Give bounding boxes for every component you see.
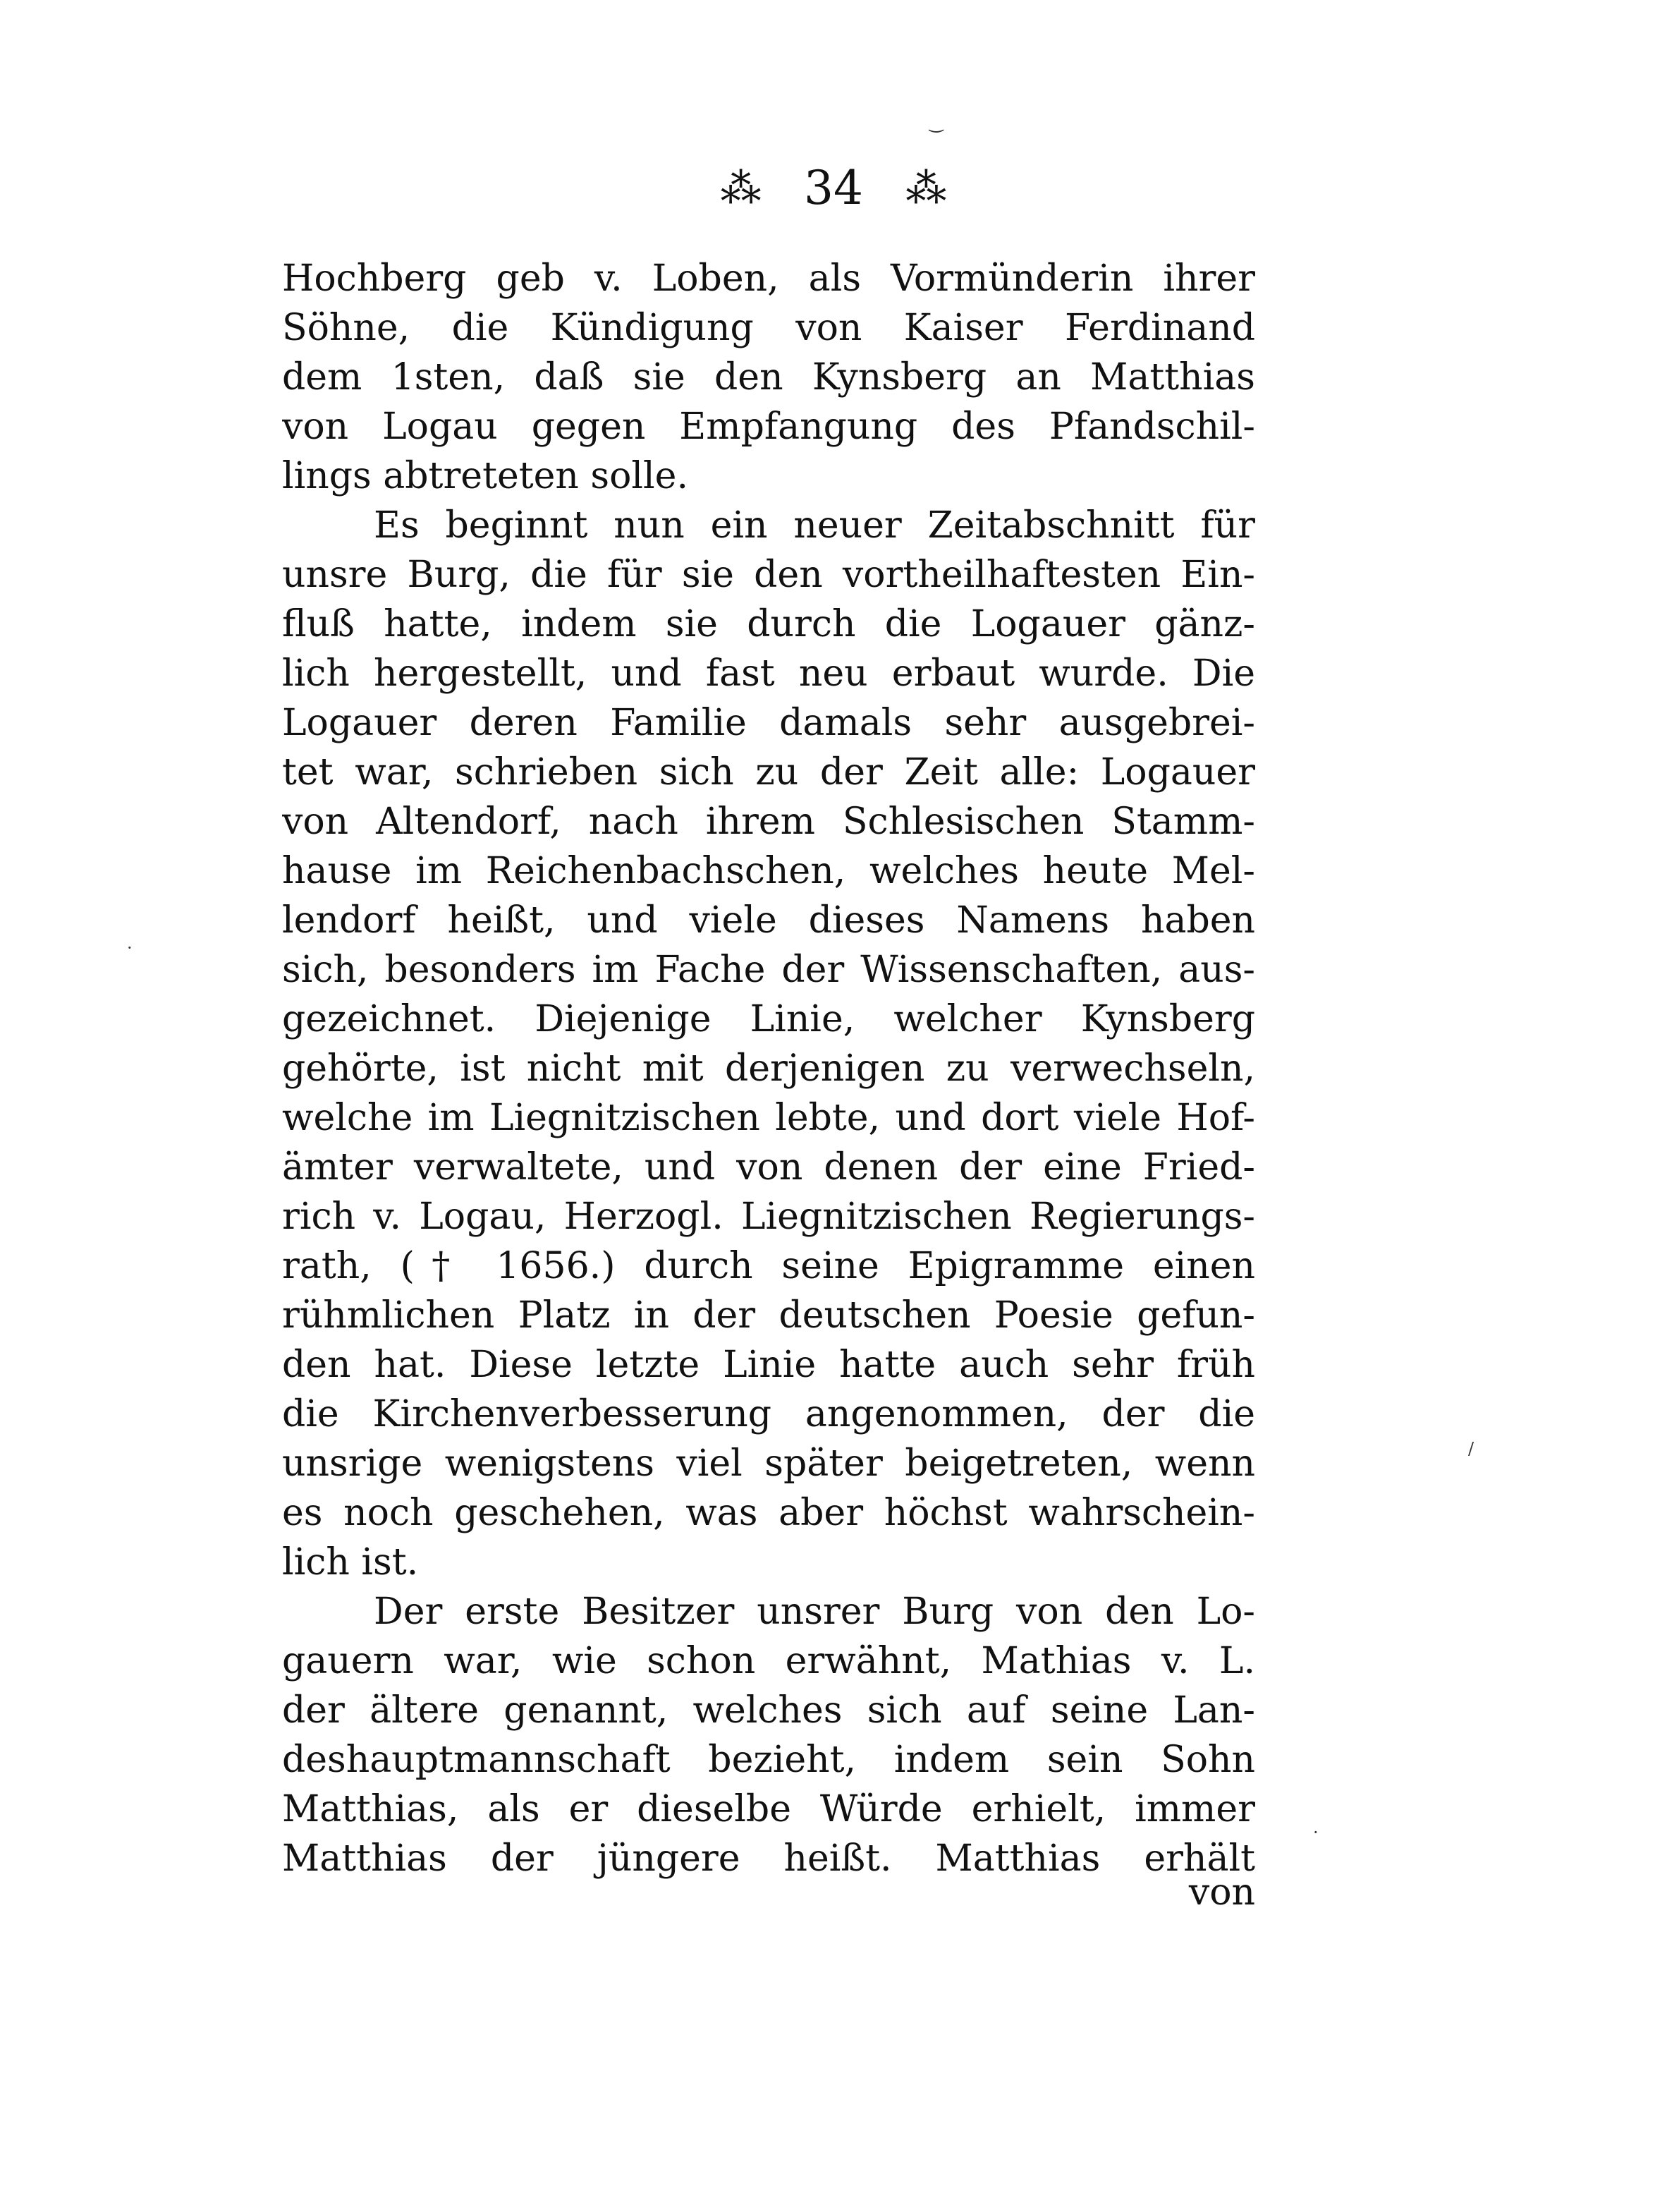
- text-line: gehörte, ist nicht mit derjenigen zu verwechseln,: [282, 1047, 1255, 1090]
- speck-mark: ·: [127, 938, 133, 958]
- text-line: den hat. Diese letzte Linie hatte auch sehr früh: [282, 1344, 1255, 1386]
- text-line: es noch geschehen, was aber höchst wahrschein-: [282, 1492, 1255, 1534]
- text-line: gauern war, wie schon erwähnt, Mathias v. L.: [282, 1640, 1255, 1682]
- text-line: Söhne, die Kündigung von Kaiser Ferdinand: [282, 307, 1255, 349]
- text-line: der ältere genannt, welches sich auf seine Lan-: [282, 1689, 1255, 1732]
- text-line: rath, († 1656.) durch seine Epigramme einen: [282, 1245, 1255, 1287]
- text-line: deshauptmannschaft bezieht, indem sein Sohn: [282, 1739, 1255, 1781]
- text-line: lich ist.: [282, 1541, 419, 1584]
- text-line: fluß hatte, indem sie durch die Logauer gänz-: [282, 603, 1255, 645]
- text-line: von Logau gegen Empfangung des Pfandschil-: [282, 406, 1255, 448]
- text-line: hause im Reichenbachschen, welches heute Mel-: [282, 850, 1255, 892]
- speck-mark: /: [1468, 1439, 1474, 1459]
- text-line: gezeichnet. Diejenige Linie, welcher Kynsberg: [282, 998, 1255, 1040]
- catchword: von: [1188, 1871, 1255, 1914]
- text-line: rühmlichen Platz in der deutschen Poesie gefun-: [282, 1294, 1255, 1337]
- text-line: lings abtreteten solle.: [282, 455, 688, 497]
- body-text: [282, 254, 1255, 1883]
- page-header: [0, 157, 1667, 217]
- text-line: von Altendorf, nach ihrem Schlesischen Stamm-: [282, 801, 1255, 843]
- text-line: lendorf heißt, und viele dieses Namens haben: [282, 899, 1255, 942]
- text-line: Hochberg geb v. Loben, als Vormünderin ihrer: [282, 257, 1255, 300]
- text-line: sich, besonders im Fache der Wissenschaften, aus-: [282, 949, 1255, 991]
- text-line: Matthias, als er dieselbe Würde erhielt, immer: [282, 1788, 1255, 1830]
- text-line: dem 1sten, daß sie den Kynsberg an Matthias: [282, 356, 1255, 399]
- text-line: ämter verwaltete, und von denen der eine Fried-: [282, 1146, 1255, 1189]
- text-line: rich v. Logau, Herzogl. Liegnitzischen Regierungs-: [282, 1196, 1255, 1238]
- speck-mark: ·: [1313, 1823, 1319, 1842]
- text-line: Logauer deren Familie damals sehr ausgebrei-: [282, 702, 1255, 744]
- text-line: Matthias der jüngere heißt. Matthias erhält: [282, 1837, 1255, 1880]
- text-line: welche im Liegnitzischen lebte, und dort viele Hof-: [282, 1097, 1255, 1139]
- text-line: Der erste Besitzer unsrer Burg von den Lo-: [374, 1591, 1255, 1633]
- speck-mark: ‿: [929, 113, 944, 133]
- text-line: tet war, schrieben sich zu der Zeit alle: Logauer: [282, 751, 1255, 794]
- text-line: Es beginnt nun ein neuer Zeitabschnitt für: [374, 504, 1255, 547]
- page-number: 34: [804, 160, 863, 215]
- text-line: unsre Burg, die für sie den vortheilhaftesten Ein-: [282, 554, 1255, 596]
- text-line: unsrige wenigstens viel später beigetreten, wenn: [282, 1442, 1255, 1485]
- text-line: die Kirchenverbesserung angenommen, der die: [282, 1393, 1255, 1435]
- ornament-left-icon: ⁂: [720, 164, 762, 212]
- ornament-right-icon: ⁂: [905, 164, 947, 212]
- text-line: lich hergestellt, und fast neu erbaut wurde. Die: [282, 652, 1255, 695]
